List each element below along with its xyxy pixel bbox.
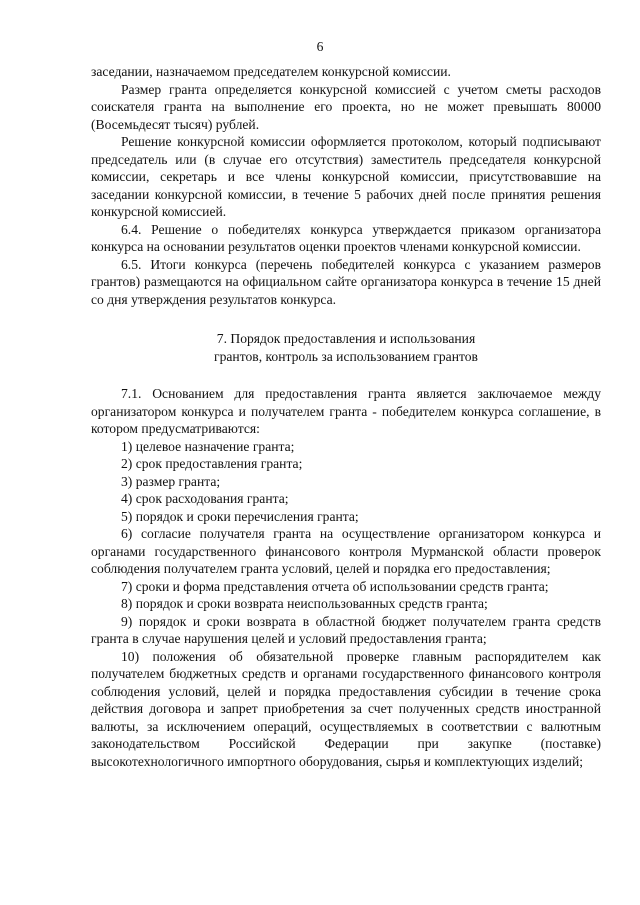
paragraph: Размер гранта определяется конкурсной комиссией с учетом сметы расходов соискателя гранта на выполнение его проекта, но не может превышать 80000 (Восемьдесят тысяч) рублей.: [91, 81, 601, 132]
list-item: 2) срок предоставления гранта;: [121, 456, 303, 471]
section-heading: [91, 330, 601, 365]
conditions-list: [91, 438, 601, 771]
section-intro: 7.1. Основанием для предоставления гранта является заключаемое между организатором конкурса и получателем гранта - победителем конкурса соглашение, в котором предусматриваются:: [91, 386, 601, 436]
paragraph: 6.4. Решение о победителях конкурса утверждается приказом организатора конкурса на основании результатов оценки проектов членами конкурсной комиссии.: [91, 221, 601, 254]
section-heading-line: 7. Порядок предоставления и использования: [216, 331, 476, 346]
list-item: 8) порядок и сроки возврата неиспользованных средств гранта;: [121, 596, 488, 611]
list-item: 4) срок расходования гранта;: [121, 491, 289, 506]
list-item: 10) положения об обязательной проверке главным распорядителем как получателем бюджетных средств и органами государственного финансового контроля соблюдения условий, целей и порядка предоставления субсидии в течение срока действия договора и запрет приобретения за счет полученных средств иностранной валюты, за исключением операций, осуществляемых в соответствии с валютным законодательством Российской Федерации при закупке (поставке) высокотехнологичного импортного оборудования, сырья и комплектующих изделий;: [91, 648, 601, 769]
section-heading-line: грантов, контроль за использованием грантов: [214, 348, 478, 364]
list-item: 7) сроки и форма представления отчета об использовании средств гранта;: [121, 578, 549, 594]
list-item: 6) согласие получателя гранта на осуществление организатором конкурса и органами государственного финансового контроля Мурманской области проверок соблюдения получателем гранта условий, целей и порядка его предоставления;: [91, 526, 601, 576]
paragraph: Решение конкурсной комиссии оформляется протоколом, который подписывают председатель или (в случае его отсутствия) заместитель председателя конкурсной комиссии, секретарь и все члены конкурсной комиссии, присутствовавшие на заседании конкурсной комиссии, в течение 5 рабочих дней после принятия решения конкурсной комиссией.: [91, 134, 601, 219]
list-item: 5) порядок и сроки перечисления гранта;: [121, 508, 359, 524]
paragraph: 6.5. Итоги конкурса (перечень победителей конкурса с указанием размеров грантов) размещаются на официальном сайте организатора конкурса в течение 15 дней со дня утверждения результатов конкурса.: [91, 256, 601, 307]
list-item: 3) размер гранта;: [121, 473, 221, 489]
list-item: 1) целевое назначение гранта;: [121, 438, 295, 454]
list-item: 9) порядок и сроки возврата в областной бюджет получателем гранта средств гранта в случае нарушения целей и условий предоставления гранта;: [91, 613, 601, 646]
page-number: 6: [316, 39, 324, 54]
paragraph: заседании, назначаемом председателем конкурсной комиссии.: [91, 64, 451, 79]
document-body: [91, 63, 601, 770]
